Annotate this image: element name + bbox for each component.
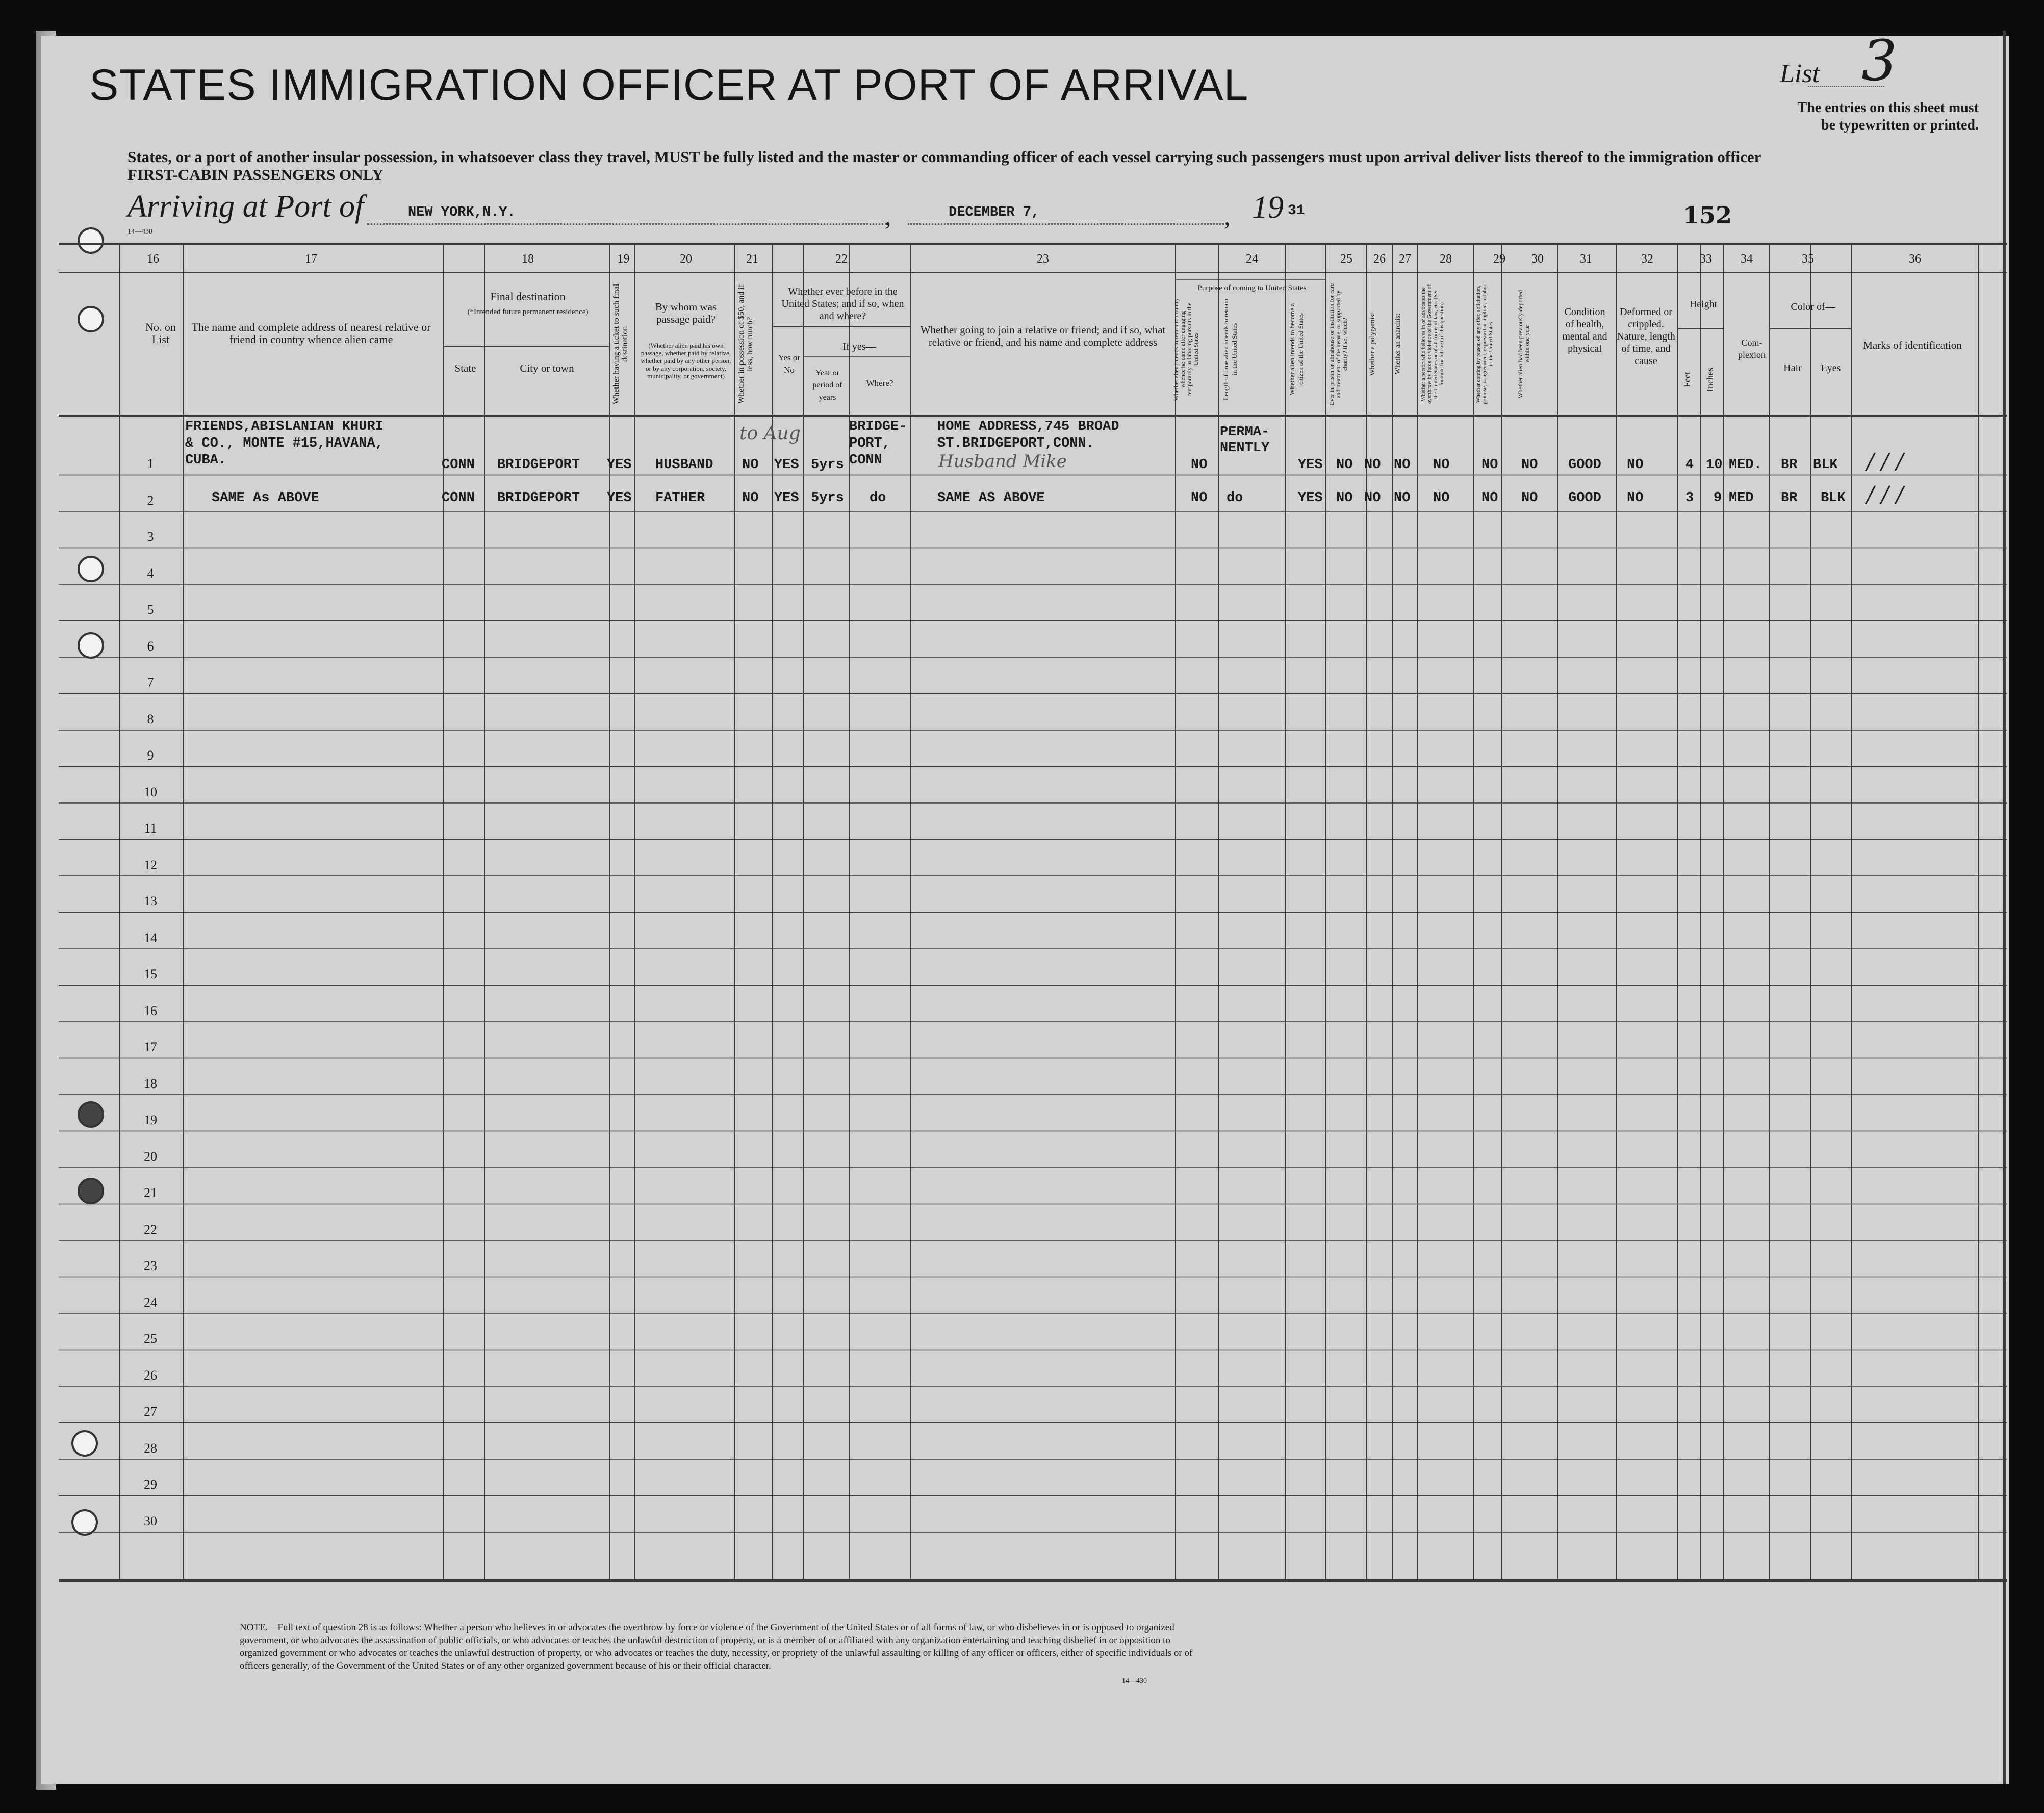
row-number: 20 [144, 1149, 157, 1164]
row-1-length-line-2: NENTLY [1220, 441, 1270, 456]
row-number: 28 [144, 1440, 157, 1456]
row-number: 30 [144, 1513, 157, 1529]
row-1-q27: NO [1394, 457, 1411, 473]
row-2-q27: NO [1394, 490, 1411, 506]
list-number: 3 [1861, 28, 1897, 93]
row-1-relative-line-3: CUBA. [185, 453, 227, 468]
col-header-deported: Whether alien had been previously deported within one year [1517, 290, 1530, 399]
row-1-where-line-2: PORT, [849, 436, 891, 451]
col-number-29: 29 [1493, 252, 1505, 266]
row-number: 2 [147, 493, 154, 508]
list-label: List [1780, 59, 1820, 88]
col-number-21: 21 [746, 252, 758, 266]
row-2-city: BRIDGEPORT [497, 490, 580, 506]
row-1-ticket: YES [607, 457, 632, 473]
row-number: 14 [144, 930, 157, 945]
col-header-final-destination-note: (*Intended future permanent residence) [467, 308, 589, 316]
col-number-16: 16 [147, 252, 159, 266]
col-number-31: 31 [1580, 252, 1592, 266]
row-1-q26: NO [1364, 457, 1381, 473]
row-1-health: GOOD [1568, 457, 1601, 473]
col-number-36: 36 [1909, 252, 1921, 266]
row-2-citizen: YES [1298, 490, 1323, 506]
col-header-complexion: Com-plexion [1738, 338, 1766, 360]
col-number-26: 26 [1373, 252, 1386, 266]
col-number-23: 23 [1037, 252, 1049, 266]
row-2-years: 5yrs [811, 490, 844, 506]
col-header-contract-labor: Whether coming by reason of any offer, solicitation, promise, or agreement, expressed or implied, to labor in the United States [1475, 284, 1494, 404]
row-1-city: BRIDGEPORT [497, 457, 580, 473]
col-header-height: Height [1689, 299, 1718, 310]
typewritten-note-line-2: be typewritten or printed. [1821, 117, 1979, 133]
row-2-length: do [1227, 490, 1243, 506]
row-number: 13 [144, 894, 157, 909]
row-number: 11 [144, 821, 157, 836]
row-1-q25: NO [1336, 457, 1353, 473]
col-header-join-relative: Whether going to join a relative or friend; and if so, what relative or friend, and his name and complete address [920, 324, 1166, 348]
col-number-30: 30 [1531, 252, 1544, 266]
row-number: 4 [147, 565, 154, 581]
row-2-where: do [870, 490, 886, 506]
row-number: 21 [144, 1185, 157, 1200]
row-number: 19 [144, 1112, 157, 1127]
port-value: NEW YORK,N.Y. [408, 205, 516, 220]
footnote-question-28: NOTE.—Full text of question 28 is as follows: Whether a person who believes in or advocates the overthrow by force or violence of the Government of the United States or of all forms of law, or who disbelieves in or is opposed to organized government, or who advocates the assassination of public officials, or who advocates or teaches the unlawful destruction of property, or is a member of or affiliated with any organization entertaining and teaching disbelief in or opposition to organized government or who advocates or teaches the unlawful destruction of property, or who advocates or teaches the duty, necessity, or propriety of the unlawful assaulting or killing of any officer or officers, either of specific individuals or of officers generally, of the Government of the United States or of any other organized government because of his or their official character. [240, 1622, 1193, 1671]
arriving-label: Arriving at Port of [127, 189, 364, 224]
footnote-form-code: 14—430 [1122, 1677, 1147, 1685]
row-1-q30: NO [1521, 457, 1538, 473]
row-1-inches: 10 [1706, 457, 1723, 473]
row-2-state: CONN [442, 490, 475, 506]
row-1-q29: NO [1481, 457, 1498, 473]
row-number: 27 [144, 1404, 157, 1419]
date-value: DECEMBER 7, [949, 205, 1040, 220]
col-header-city: City or town [520, 362, 574, 374]
col-header-passage-paid: By whom was passage paid? [655, 301, 717, 325]
row-2-eyes: BLK [1821, 490, 1846, 506]
col-header-fifty-dollars: Whether in possession of $50, and if less, how much? [737, 284, 754, 404]
comma-2: , [1224, 202, 1231, 230]
col-header-passage-paid-note: (Whether alien paid his own passage, whether paid by relative, whether paid by any other person, or by any corporation, society, municipality, or government) [641, 342, 731, 380]
col-header-health: Condition of health, mental and physical [1562, 306, 1607, 354]
row-2-before: YES [774, 490, 799, 506]
row-2-complexion: MED [1729, 490, 1754, 506]
col-header-eyes: Eyes [1821, 362, 1841, 374]
row-1-before: YES [774, 457, 799, 473]
row-2-paid-by: FATHER [655, 490, 705, 506]
row-number: 26 [144, 1367, 157, 1383]
row-1-join-line-1: HOME ADDRESS,745 BROAD [937, 419, 1119, 434]
row-1-return: NO [1191, 457, 1208, 473]
row-2-q30: NO [1521, 490, 1538, 506]
col-header-inches: Inches [1705, 368, 1715, 392]
col-header-ticket: Whether having a ticket to such final destination [612, 283, 629, 405]
form-code-top: 14—430 [127, 228, 152, 236]
col-number-27: 27 [1399, 252, 1411, 266]
row-2-q26: NO [1364, 490, 1381, 506]
col-header-anarchist: Whether an anarchist [1394, 314, 1402, 375]
row-number: 6 [147, 638, 154, 654]
row-1-marks: / / / [1867, 449, 1904, 475]
row-1-join-handwritten: Husband Mike [938, 451, 1067, 472]
row-number: 22 [144, 1222, 157, 1237]
col-header-no-on-list: No. on List [145, 321, 176, 346]
form-title: STATES IMMIGRATION OFFICER AT PORT OF ARRIVAL [89, 61, 1249, 110]
row-2-join: SAME AS ABOVE [937, 490, 1045, 506]
col-header-yes-no: Yes or No [778, 353, 801, 375]
typewritten-note-line-1: The entries on this sheet must [1797, 100, 1979, 116]
row-1-citizen: YES [1298, 457, 1323, 473]
col-header-return-intent: Whether alien intends to return to country whence he came after engaging temporarily in laboring pursuits in the United States [1172, 298, 1199, 401]
col-header-polygamist: Whether a polygamist [1369, 313, 1376, 376]
col-number-18: 18 [522, 252, 534, 266]
row-number: 15 [144, 967, 157, 981]
year-suffix: 31 [1288, 203, 1305, 219]
col-header-deformed: Deformed or crippled. Nature, length of time, and cause [1617, 306, 1675, 367]
col-header-final-destination: Final destination [490, 290, 566, 303]
row-2-hair: BR [1781, 490, 1798, 506]
col-number-28: 28 [1440, 252, 1452, 266]
col-header-year: Year or period of years [812, 369, 842, 402]
row-number: 9 [147, 748, 154, 763]
col-number-24: 24 [1246, 252, 1258, 266]
row-1-relative-line-1: FRIENDS,ABISLANIAN KHURI [185, 419, 384, 434]
row-number: 16 [144, 1003, 157, 1018]
form-subtitle-line-1: States, or a port of another insular possession, in whatsoever class they travel, MUST be fully listed and the master or commanding officer of each vessel carrying such passengers must upon arrival deliver lists thereof to the immigration officer [127, 148, 1761, 166]
row-number: 12 [144, 857, 157, 872]
col-header-relative: The name and complete address of nearest relative or friend in country whence alien came [191, 321, 431, 346]
sheet-number: 152 [1683, 201, 1732, 229]
row-1-where-line-3: CONN [849, 453, 882, 468]
row-number: 29 [144, 1477, 157, 1492]
row-number: 18 [144, 1076, 157, 1091]
row-1-handwritten-note: to Aug [739, 423, 801, 444]
year-prefix: 19 [1252, 190, 1284, 225]
col-number-33: 33 [1700, 252, 1712, 266]
row-1-length-line-1: PERMA- [1220, 425, 1270, 440]
row-1-eyes: BLK [1813, 457, 1838, 473]
row-2-ticket: YES [607, 490, 632, 506]
row-1-hair: BR [1781, 457, 1798, 473]
row-1-where-line-1: BRIDGE- [849, 419, 907, 434]
col-header-state: State [454, 362, 476, 374]
col-number-20: 20 [680, 252, 692, 266]
comma-1: , [885, 202, 891, 230]
row-2-fifty: NO [742, 490, 759, 506]
row-2-inches: 9 [1714, 490, 1722, 506]
row-1-state: CONN [442, 457, 475, 473]
row-1-relative-line-2: & CO., MONTE #15,HAVANA, [185, 436, 384, 451]
row-2-return: NO [1191, 490, 1208, 506]
row-2-feet: 3 [1685, 490, 1694, 506]
col-header-marks: Marks of identification [1863, 339, 1962, 351]
col-header-where: Where? [866, 378, 893, 388]
col-number-19: 19 [617, 252, 630, 266]
row-number: 10 [144, 784, 157, 799]
row-number: 5 [147, 602, 154, 617]
row-2-marks: / / / [1867, 482, 1904, 508]
row-1-join-line-2: ST.BRIDGEPORT,CONN. [937, 436, 1094, 451]
col-number-34: 34 [1741, 252, 1753, 266]
col-number-22: 22 [835, 252, 848, 266]
form-subtitle-line-2: FIRST-CABIN PASSENGERS ONLY [127, 166, 384, 184]
col-header-if-yes: If yes— [842, 341, 876, 352]
row-1-paid-by: HUSBAND [655, 457, 713, 473]
row-number: 25 [144, 1331, 157, 1346]
row-2-q29: NO [1481, 490, 1498, 506]
col-header-citizen-intent: Whether alien intends to become a citizen of the United States [1288, 303, 1305, 396]
row-number: 24 [144, 1294, 157, 1310]
row-2-deformed: NO [1627, 490, 1644, 506]
row-1-complexion: MED. [1729, 457, 1762, 473]
col-number-35: 35 [1802, 252, 1814, 266]
row-number: 7 [147, 675, 154, 690]
row-number: 1 [147, 456, 154, 471]
col-header-hair: Hair [1783, 362, 1802, 374]
col-header-before-us: Whether ever before in the United States; and if so, when and where? [781, 286, 904, 322]
row-1-feet: 4 [1685, 457, 1694, 473]
row-number: 3 [147, 529, 154, 544]
row-1-years: 5yrs [811, 457, 844, 473]
row-1-fifty: NO [742, 457, 759, 473]
col-header-length-of-stay: Length of time alien intends to remain in the United States [1222, 298, 1238, 400]
row-2-relative: SAME As ABOVE [212, 490, 319, 506]
col-number-32: 32 [1641, 252, 1653, 266]
row-2-q28: NO [1433, 490, 1450, 506]
row-number: 23 [144, 1258, 157, 1273]
col-header-feet: Feet [1682, 372, 1692, 388]
row-1-deformed: NO [1627, 457, 1644, 473]
row-2-health: GOOD [1568, 490, 1601, 506]
row-number: 8 [147, 711, 154, 727]
col-header-prison: Ever in prison or almshouse or institution for care and treatment of the insane, or supported by charity? If so, which? [1328, 283, 1348, 405]
row-2-q25: NO [1336, 490, 1353, 506]
col-header-overthrow: Whether a person who believes in or advocates the overthrow by force or violence of the Government of the United States or of all forms of law, etc. (See footnote for full text of this question) [1420, 284, 1445, 404]
col-number-17: 17 [305, 252, 317, 266]
row-number: 17 [144, 1040, 157, 1054]
col-header-purpose: Purpose of coming to United States [1197, 284, 1307, 292]
row-1-q28: NO [1433, 457, 1450, 473]
col-header-color-of: Color of— [1791, 301, 1835, 313]
col-number-25: 25 [1340, 252, 1352, 266]
